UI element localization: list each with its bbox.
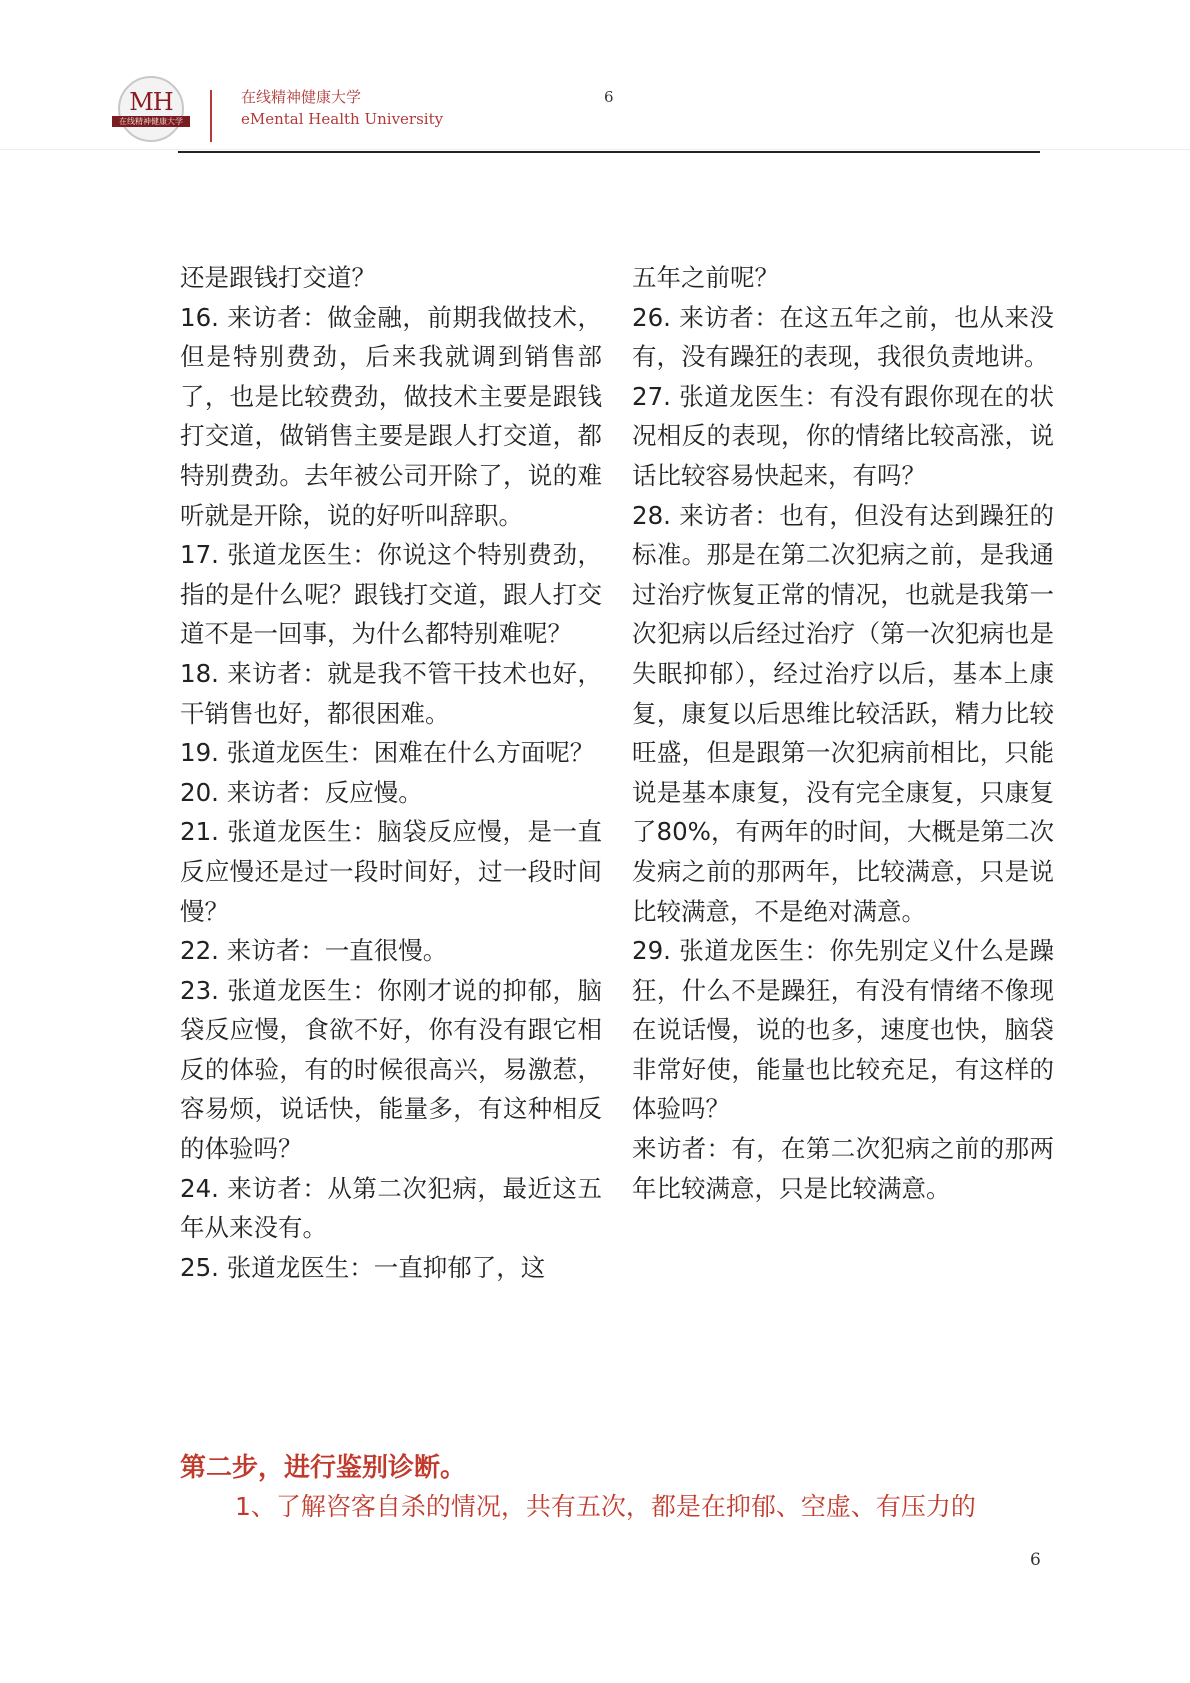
paragraph: 20. 来访者：反应慢。: [180, 777, 423, 807]
logo-monogram: MH: [129, 88, 173, 116]
section-item: 1、了解咨客自杀的情况，共有五次，都是在抑郁、空虚、有压力的: [235, 1492, 976, 1521]
paragraph: 27. 张道龙医生：有没有跟你现在的状况相反的表现，你的情绪比较高涨，说话比较容易快起来，有吗？: [632, 381, 1054, 490]
paragraph: 16. 来访者：做金融，前期我做技术，但是特别费劲，后来我就调到销售部了，也是比较费劲，做技术主要是跟钱打交道，做销售主要是跟人打交道，都特别费劲。去年被公司开除了，说的难听就是开除，说的好听叫辞职。: [180, 302, 602, 530]
footer-page-number: 6: [1030, 1550, 1041, 1570]
paragraph: 19. 张道龙医生：困难在什么方面呢？: [180, 738, 595, 768]
header-shadow-line: [0, 149, 1190, 150]
paragraph: 29. 张道龙医生：你先别定义什么是躁狂，什么不是躁狂，有没有情绪不像现在说话慢，说的也多，速度也快，脑袋非常好使，能量也比较充足，有这样的体验吗？: [632, 936, 1054, 1124]
page-header: [0, 0, 1190, 160]
university-logo: [118, 76, 184, 142]
paragraph: 21. 张道龙医生：脑袋反应慢，是一直反应慢还是过一段时间好，过一段时间慢？: [180, 817, 602, 926]
paragraph: 还是跟钱打交道？: [180, 263, 376, 292]
logo-ribbon: 在线精神健康大学: [112, 116, 190, 127]
header-divider: [210, 90, 212, 142]
paragraph: 来访者：有，在第二次犯病之前的那两年比较满意，只是比较满意。: [632, 1134, 1054, 1203]
paragraph: 18. 来访者：就是我不管干技术也好，干销售也好，都很困难。: [180, 658, 602, 728]
header-title-cn: 在线精神健康大学: [241, 88, 362, 106]
left-column: [180, 258, 602, 1287]
paragraph: 28. 来访者：也有，但没有达到躁狂的标准。那是在第二次犯病之前，是我通过治疗恢复正常的情况，也就是我第一次犯病以后经过治疗（第一次犯病也是失眠抑郁），经过治疗以后，基本上康复，康复以后思维比较活跃，精力比较旺盛，但是跟第一次犯病前相比，只能说是基本康复，没有完全康复，只康复了80%，有两年的时间，大概是第二次发病之前的那两年，比较满意，只是说比较满意，不是绝对满意。: [632, 500, 1054, 926]
section-heading: 第二步，进行鉴别诊断。: [180, 1453, 467, 1483]
paragraph: 25. 张道龙医生：一直抑郁了，这: [180, 1252, 546, 1282]
paragraph: 17. 张道龙医生：你说这个特别费劲，指的是什么呢？跟钱打交道，跟人打交道不是一回事，为什么都特别难呢？: [180, 540, 602, 649]
paragraph: 23. 张道龙医生：你刚才说的抑郁，脑袋反应慢，食欲不好，你有没有跟它相反的体验，有的时候很高兴，易激惹，容易烦，说话快，能量多，有这种相反的体验吗？: [180, 975, 602, 1164]
right-column: [632, 258, 1054, 1208]
paragraph: 26. 来访者：在这五年之前，也从来没有，没有躁狂的表现，我很负责地讲。: [632, 302, 1054, 372]
header-rule: [178, 151, 1040, 153]
paragraph: 22. 来访者：一直很慢。: [180, 936, 448, 966]
paragraph: 24. 来访者：从第二次犯病，最近这五年从来没有。: [180, 1173, 602, 1243]
header-title-en: eMental Health University: [241, 110, 444, 128]
header-page-number: 6: [604, 88, 614, 106]
paragraph: 五年之前呢？: [632, 263, 779, 292]
